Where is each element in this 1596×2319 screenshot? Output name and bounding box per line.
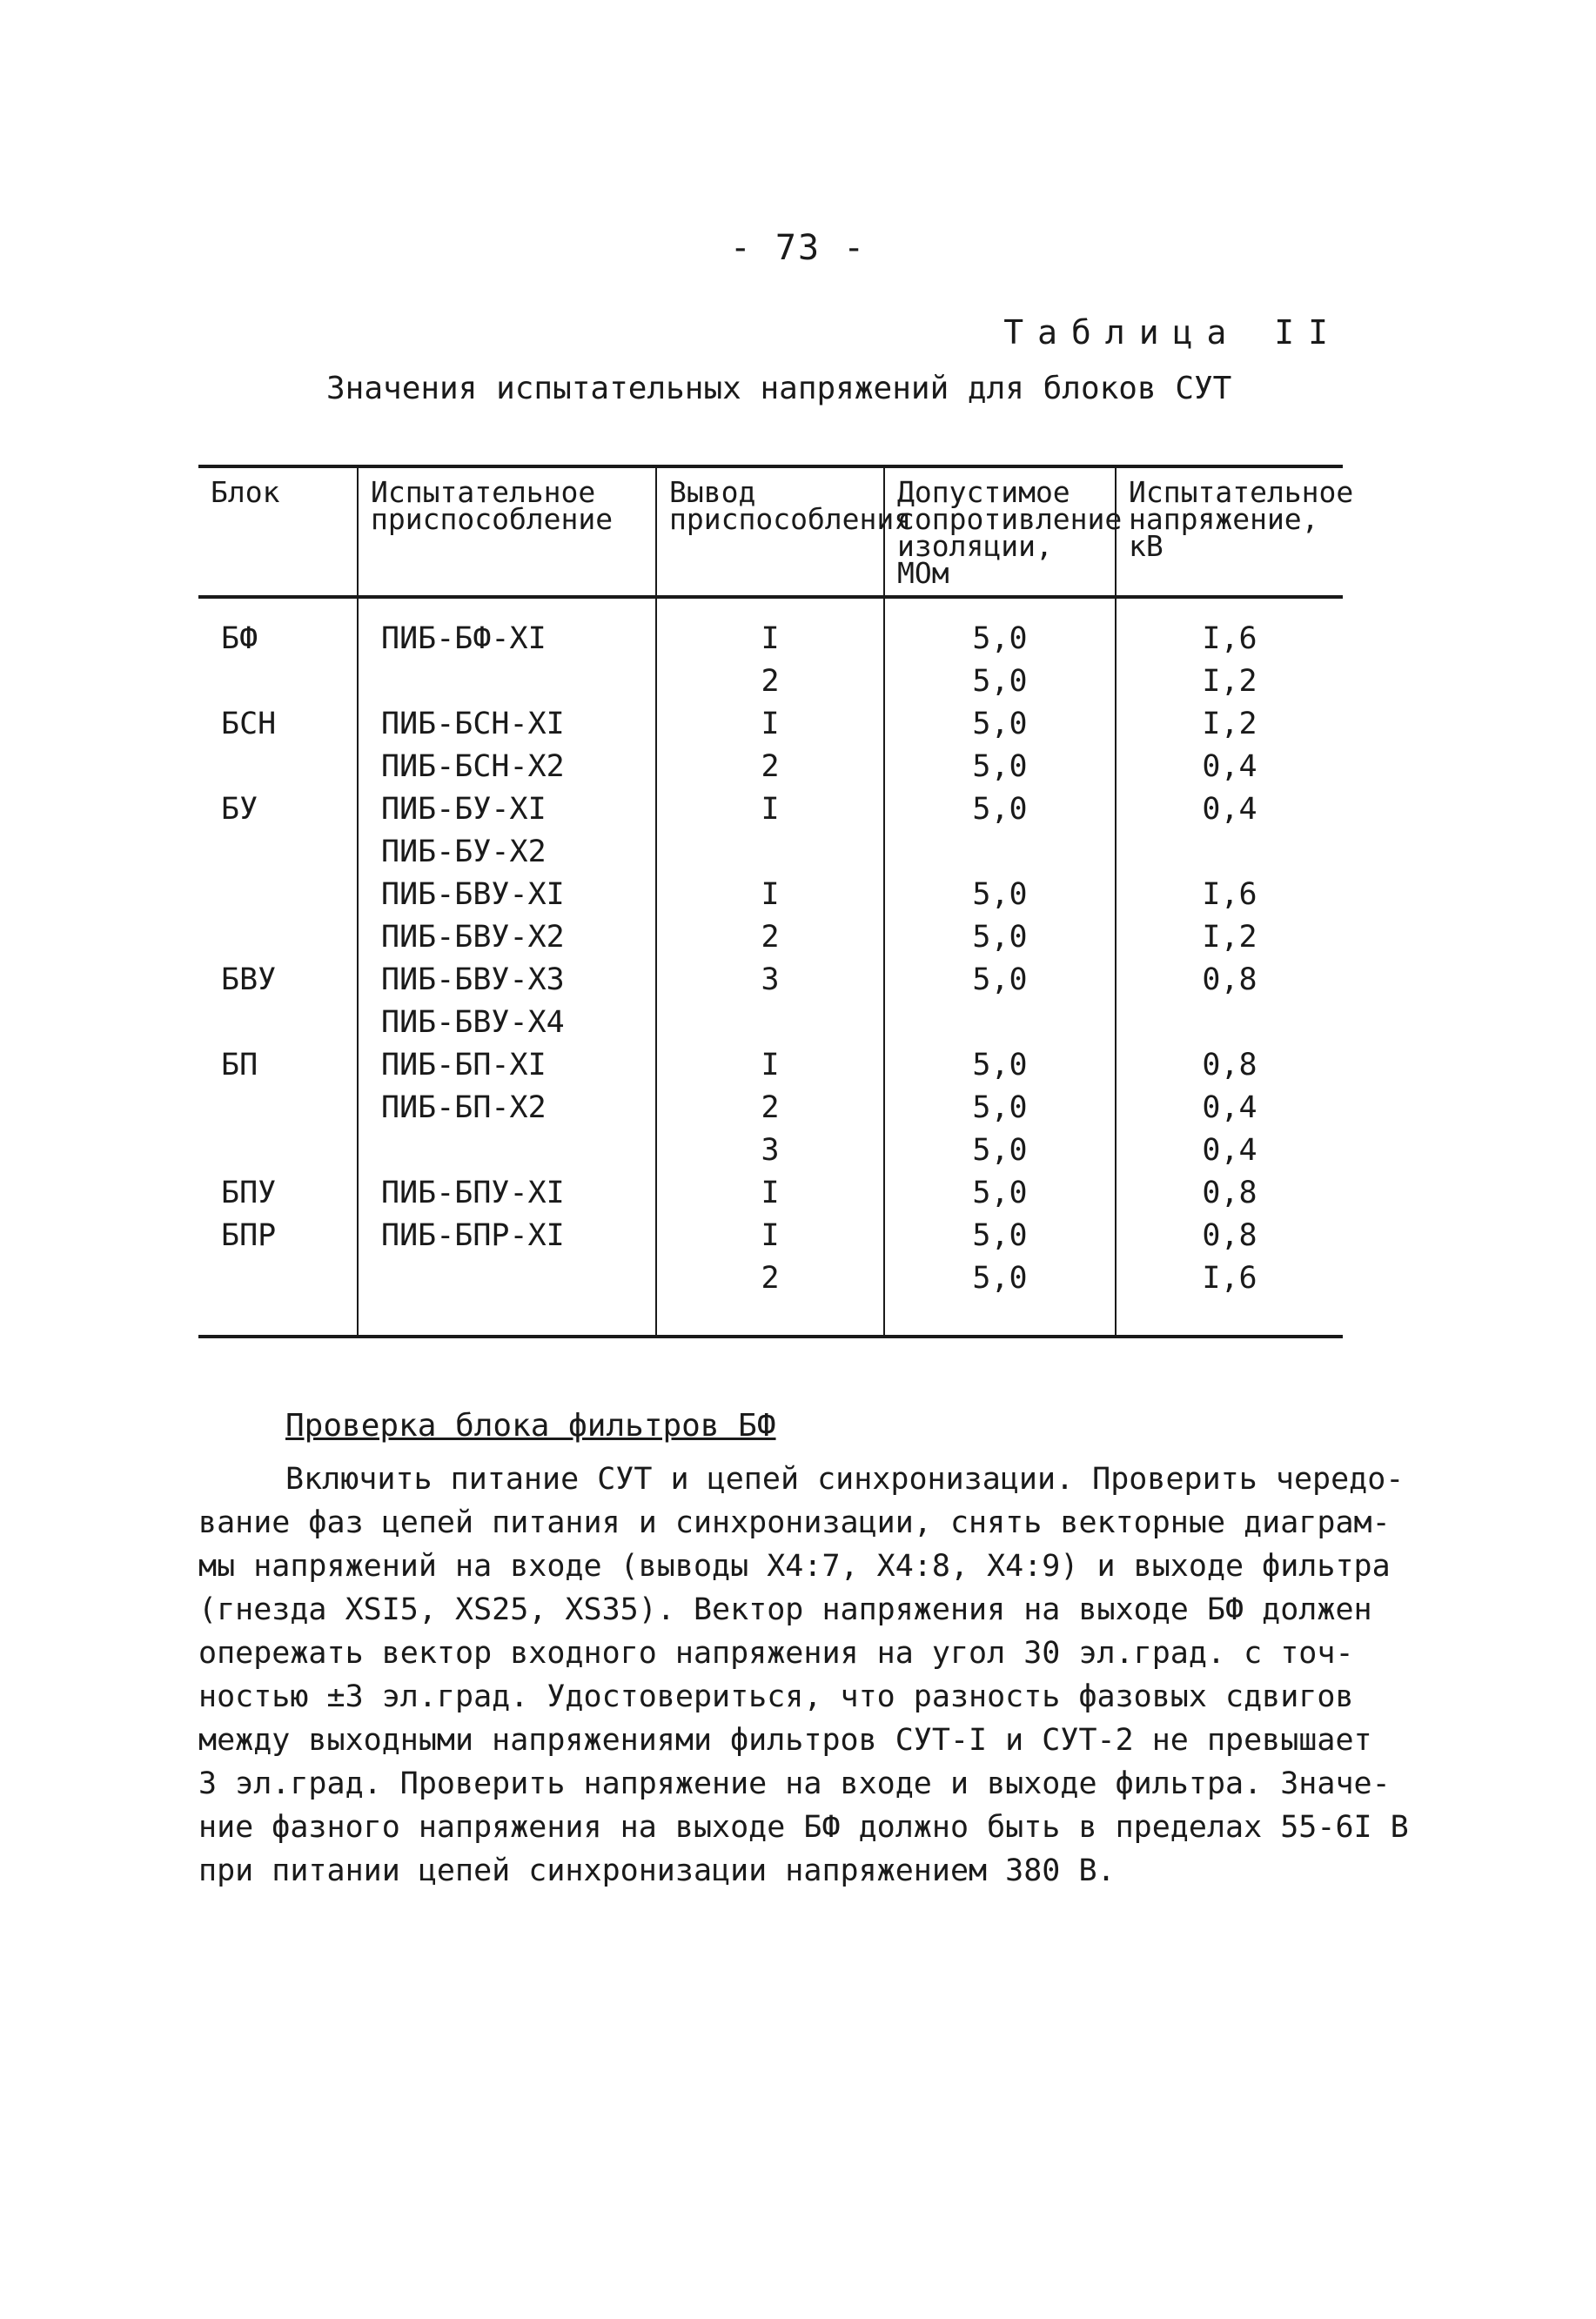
cell-fixture: ПИБ-БВУ-Х4	[358, 1002, 656, 1044]
body-paragraph	[198, 1458, 1409, 1893]
cell-output	[656, 831, 884, 874]
table-row	[198, 959, 1343, 1002]
cell-fixture: ПИБ-БВУ-Х3	[358, 959, 656, 1002]
cell-output: I	[656, 703, 884, 746]
cell-voltage: 0,4	[1116, 788, 1343, 831]
cell-voltage: I,6	[1116, 874, 1343, 916]
body-line: Включить питание СУТ и цепей синхронизации. Проверить чередо-	[285, 1462, 1405, 1497]
page-number: - 73 -	[729, 228, 867, 268]
cell-fixture	[358, 1257, 656, 1337]
cell-output: 3	[656, 959, 884, 1002]
body-line: вание фаз цепей питания и синхронизации, снять векторные диаграм-	[198, 1505, 1391, 1540]
cell-output: I	[656, 1044, 884, 1087]
table-row	[198, 1087, 1343, 1129]
cell-resistance	[884, 831, 1116, 874]
cell-block	[198, 1257, 358, 1337]
cell-resistance	[884, 1002, 1116, 1044]
cell-fixture: ПИБ-БПР-ХI	[358, 1215, 656, 1257]
cell-voltage: I,6	[1116, 597, 1343, 660]
cell-block	[198, 1129, 358, 1172]
table-row	[198, 1215, 1343, 1257]
table-header	[198, 466, 1354, 597]
cell-voltage: I,2	[1116, 703, 1343, 746]
table-row	[198, 874, 1343, 916]
cell-block	[198, 874, 358, 916]
cell-output: 2	[656, 1087, 884, 1129]
cell-fixture: ПИБ-БВУ-ХI	[358, 874, 656, 916]
body-line: опережать вектор входного напряжения на угол 30 эл.град. с точ-	[198, 1636, 1354, 1671]
body-line: (гнезда XSI5, XS25, XS35). Вектор напряжения на выходе БФ должен	[198, 1592, 1372, 1627]
cell-output: I	[656, 1172, 884, 1215]
body-line: мы напряжений на входе (выводы Х4:7, Х4:8, Х4:9) и выходе фильтра	[198, 1549, 1391, 1584]
cell-voltage: 0,4	[1116, 1087, 1343, 1129]
cell-voltage: I,6	[1116, 1257, 1343, 1337]
table-row	[198, 831, 1343, 874]
cell-block: БСН	[221, 707, 277, 741]
cell-fixture: ПИБ-БСН-ХI	[358, 703, 656, 746]
header-block: Блок	[211, 475, 280, 509]
cell-fixture: ПИБ-БУ-ХI	[358, 788, 656, 831]
table-caption: Значения испытательных напряжений для блоков СУТ	[326, 371, 1232, 406]
cell-resistance: 5,0	[884, 597, 1116, 660]
header-output: Вывод приспособления	[656, 466, 884, 597]
table-row	[198, 597, 1343, 660]
cell-fixture	[358, 660, 656, 703]
cell-output	[656, 1002, 884, 1044]
table-row	[198, 916, 1343, 959]
cell-output: 2	[656, 660, 884, 703]
cell-resistance: 5,0	[884, 746, 1116, 788]
cell-output: I	[656, 788, 884, 831]
table-label: Таблица II	[1003, 313, 1342, 352]
cell-fixture: ПИБ-БВУ-Х2	[358, 916, 656, 959]
table-row	[198, 660, 1343, 703]
cell-resistance: 5,0	[884, 959, 1116, 1002]
body-line: ние фазного напряжения на выходе БФ должно быть в пределах 55-6I В	[198, 1810, 1409, 1845]
cell-block	[198, 660, 358, 703]
cell-fixture	[358, 1129, 656, 1172]
cell-voltage: 0,4	[1116, 1129, 1343, 1172]
cell-voltage: 0,8	[1116, 1172, 1343, 1215]
cell-voltage: I,2	[1116, 916, 1343, 959]
cell-resistance: 5,0	[884, 874, 1116, 916]
cell-output: 2	[656, 746, 884, 788]
section-heading: Проверка блока фильтров БФ	[285, 1408, 776, 1444]
cell-block: БВУ	[221, 962, 277, 997]
cell-voltage	[1116, 1002, 1343, 1044]
cell-output: 2	[656, 916, 884, 959]
cell-output: I	[656, 597, 884, 660]
body-line: ностью ±3 эл.град. Удостовериться, что разность фазовых сдвигов	[198, 1679, 1354, 1714]
cell-resistance: 5,0	[884, 788, 1116, 831]
cell-fixture: ПИБ-БПУ-ХI	[358, 1172, 656, 1215]
cell-resistance: 5,0	[884, 660, 1116, 703]
cell-resistance: 5,0	[884, 916, 1116, 959]
cell-fixture: ПИБ-БП-Х2	[358, 1087, 656, 1129]
cell-resistance: 5,0	[884, 1172, 1116, 1215]
cell-resistance: 5,0	[884, 1044, 1116, 1087]
cell-block	[198, 1002, 358, 1044]
cell-voltage: 0,8	[1116, 1044, 1343, 1087]
cell-fixture: ПИБ-БФ-ХI	[358, 597, 656, 660]
cell-resistance: 5,0	[884, 1129, 1116, 1172]
cell-block: БПУ	[221, 1176, 277, 1210]
cell-fixture: ПИБ-БСН-Х2	[358, 746, 656, 788]
cell-voltage: I,2	[1116, 660, 1343, 703]
header-resistance: Допустимое сопротивление изоляции, МОм	[884, 466, 1116, 597]
cell-block	[198, 1087, 358, 1129]
cell-block: БПР	[221, 1218, 277, 1253]
cell-block: БУ	[221, 792, 258, 827]
table-row	[198, 1129, 1343, 1172]
body-line: 3 эл.град. Проверить напряжение на входе и выходе фильтра. Значе-	[198, 1766, 1391, 1801]
table-row	[198, 1044, 1343, 1087]
table-row	[198, 1257, 1343, 1337]
cell-resistance: 5,0	[884, 1087, 1116, 1129]
cell-voltage: 0,8	[1116, 959, 1343, 1002]
cell-resistance: 5,0	[884, 703, 1116, 746]
table-row	[198, 1172, 1343, 1215]
cell-voltage: 0,8	[1116, 1215, 1343, 1257]
table-row	[198, 703, 1343, 746]
test-voltage-table	[198, 465, 1354, 1338]
cell-resistance: 5,0	[884, 1215, 1116, 1257]
cell-block	[198, 916, 358, 959]
table-row	[198, 1002, 1343, 1044]
cell-output: I	[656, 1215, 884, 1257]
table-row	[198, 788, 1343, 831]
body-line: при питании цепей синхронизации напряжением 380 В.	[198, 1853, 1116, 1888]
cell-output: I	[656, 874, 884, 916]
cell-block	[198, 746, 358, 788]
header-fixture: Испытательное приспособление	[358, 466, 656, 597]
table-body	[198, 597, 1343, 1337]
body-line: между выходными напряжениями фильтров СУТ-I и СУТ-2 не превышает	[198, 1723, 1372, 1758]
cell-fixture: ПИБ-БП-ХI	[358, 1044, 656, 1087]
cell-output: 3	[656, 1129, 884, 1172]
cell-resistance: 5,0	[884, 1257, 1116, 1337]
table-row	[198, 746, 1343, 788]
cell-output: 2	[656, 1257, 884, 1337]
cell-block: БФ	[221, 621, 258, 656]
cell-block: БП	[221, 1048, 258, 1082]
table-header-row	[198, 466, 1343, 597]
cell-fixture: ПИБ-БУ-Х2	[358, 831, 656, 874]
header-voltage: Испытательное напряжение, кВ	[1116, 466, 1343, 597]
test-voltage-table-wrap	[198, 465, 1354, 1338]
cell-block	[198, 831, 358, 874]
cell-voltage: 0,4	[1116, 746, 1343, 788]
cell-voltage	[1116, 831, 1343, 874]
